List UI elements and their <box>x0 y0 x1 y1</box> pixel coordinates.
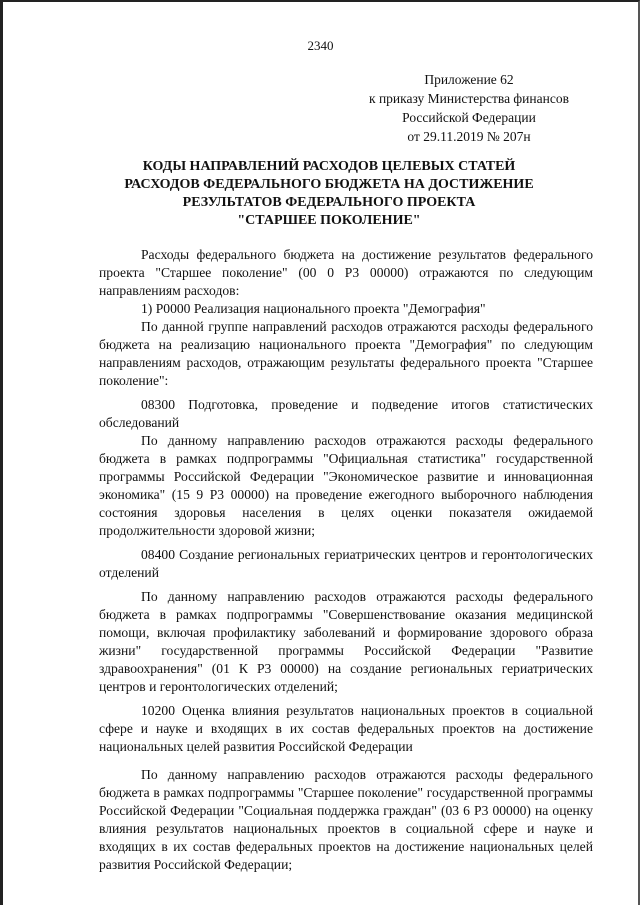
appendix-line-2: к приказу Министерства финансов <box>369 91 569 106</box>
paragraph-code-08300: 08300 Подготовка, проведение и подведение итогов статистических обследований <box>99 397 593 430</box>
paragraph-code-10200: 10200 Оценка влияния результатов национальных проектов в социальной сфере и науке и входящих в их состав федеральных проектов на достижение национальных целей развития Российской Федерации <box>99 703 593 754</box>
title-line-2: РАСХОДОВ ФЕДЕРАЛЬНОГО БЮДЖЕТА НА ДОСТИЖЕНИЕ <box>124 177 534 192</box>
paragraph-group-description: По данной группе направлений расходов отражаются расходы федерального бюджета на реализацию национального проекта "Демография" по следующим направлениям расходов, отражающим результаты федерального проекта "Старшее поколение": <box>99 319 593 388</box>
paragraph-10200-description: По данному направлению расходов отражаются расходы федерального бюджета в рамках подпрограммы "Старшее поколение" государственной программы Российской Федерации "Социальная поддержка граждан" (03 6 Р3 00000) на оценку влияния результатов национальных проектов в социальной сфере и науке и входящих в их состав федеральных проектов на достижение национальных целей развития Российской Федерации; <box>99 767 593 872</box>
paragraph-code-08400: 08400 Создание региональных гериатрических центров и геронтологических отделений <box>99 547 593 580</box>
appendix-header <box>359 70 579 146</box>
appendix-line-1: Приложение 62 <box>424 72 514 87</box>
paragraph-intro: Расходы федерального бюджета на достижение результатов федерального проекта "Старшее поколение" (00 0 Р3 00000) отражаются по следующим направлениям расходов: <box>99 247 593 298</box>
title-line-4: "СТАРШЕЕ ПОКОЛЕНИЕ" <box>237 213 421 228</box>
document-title <box>91 158 567 230</box>
title-line-3: РЕЗУЛЬТАТОВ ФЕДЕРАЛЬНОГО ПРОЕКТА <box>182 195 476 210</box>
appendix-line-4: от 29.11.2019 № 207н <box>407 129 531 144</box>
title-line-1: КОДЫ НАПРАВЛЕНИЙ РАСХОДОВ ЦЕЛЕВЫХ СТАТЕЙ <box>142 159 516 174</box>
paragraph-08300-description: По данному направлению расходов отражаются расходы федерального бюджета в рамках подпрограммы "Официальная статистика" государственной программы Российской Федерации "Экономическое развитие и инновационная экономика" (15 9 Р3 00000) на проведение ежегодного выборочного наблюдения состояния здоровья населения в целях оценки показателя ожидаемой продолжительности здоровой жизни; <box>99 433 593 538</box>
appendix-line-3: Российской Федерации <box>402 110 536 125</box>
page-number: 2340 <box>307 38 334 53</box>
paragraph-08400-description: По данному направлению расходов отражаются расходы федерального бюджета в рамках подпрограммы "Совершенствование оказания медицинской помощи, включая профилактику заболеваний и формирование здорового образа жизни" государственной программы Российской Федерации "Развитие здравоохранения" (01 К Р3 00000) на создание региональных гериатрических центров и геронтологических отделений; <box>99 589 593 694</box>
paragraph-section-1: 1) Р0000 Реализация национального проекта "Демография" <box>141 301 486 316</box>
document-body <box>99 246 593 874</box>
